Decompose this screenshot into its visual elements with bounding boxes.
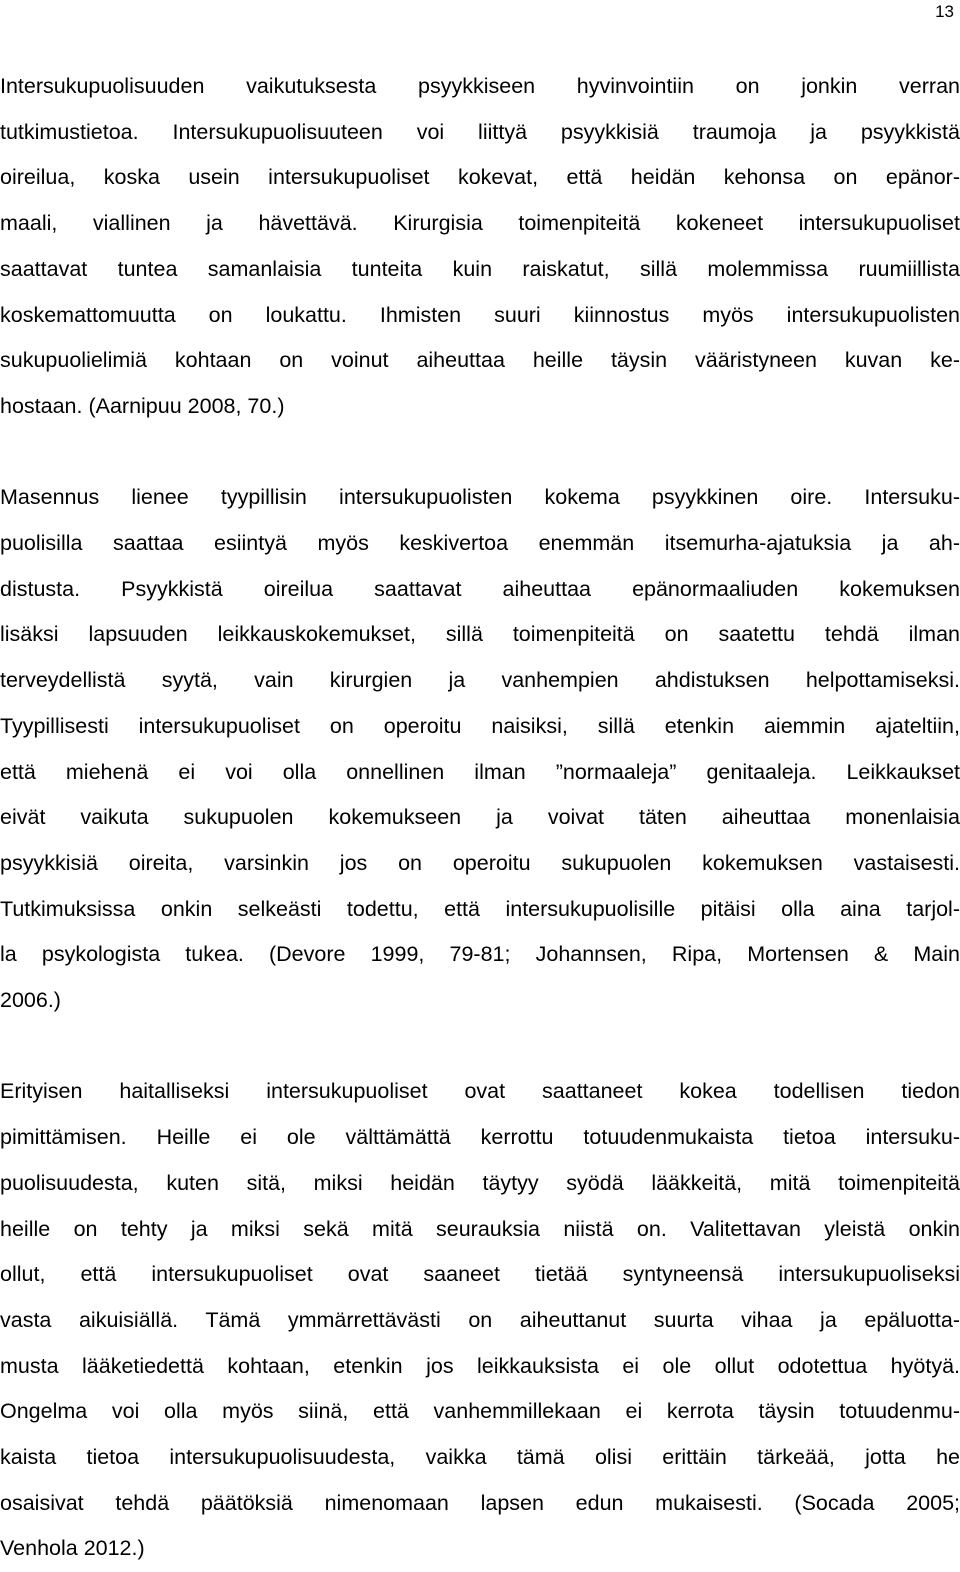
text-line: vasta aikuisiällä. Tämä ymmärrettävästi on aiheuttanut suurta vihaa ja epäluotta-	[0, 1307, 960, 1332]
text-line: musta lääketiedettä kohtaan, etenkin jos leikkauksista ei ole ollut odotettua hyötyä.	[0, 1353, 960, 1378]
text-line: hostaan. (Aarnipuu 2008, 70.)	[0, 393, 285, 418]
text-line: Ongelma voi olla myös siinä, että vanhemmillekaan ei kerrota täysin totuudenmu-	[0, 1399, 960, 1424]
text-line: 2006.)	[0, 988, 61, 1013]
text-line: osaisivat tehdä päätöksiä nimenomaan lapsen edun mukaisesti. (Socada 2005;	[0, 1490, 960, 1515]
text-line: saattavat tuntea samanlaisia tunteita kuin raiskatut, sillä molemmissa ruumiillista	[0, 256, 960, 281]
text-line: Masennus lienee tyypillisin intersukupuolisten kokema psyykkinen oire. Intersuku-	[0, 485, 960, 510]
text-line: Venhola 2012.)	[0, 1536, 145, 1561]
text-line: lisäksi lapsuuden leikkauskokemukset, sillä toimenpiteitä on saatettu tehdä ilman	[0, 622, 960, 647]
text-line: puolisilla saattaa esiintyä myös keskivertoa enemmän itsemurha-ajatuksia ja ah-	[0, 531, 960, 556]
text-line: Intersukupuolisuuden vaikutuksesta psyykkiseen hyvinvointiin on jonkin verran	[0, 74, 960, 98]
text-line: pimittämisen. Heille ei ole välttämättä kerrottu totuudenmukaista tietoa intersuku-	[0, 1125, 960, 1150]
text-line: maali, viallinen ja hävettävä. Kirurgisia toimenpiteitä kokeneet intersukupuoliset	[0, 211, 960, 236]
text-line: kaista tietoa intersukupuolisuudesta, vaikka tämä olisi erittäin tärkeää, jotta he	[0, 1445, 960, 1470]
document-body	[0, 64, 960, 1572]
text-line: sukupuolielimiä kohtaan on voinut aiheuttaa heille täysin vääristyneen kuvan ke-	[0, 348, 960, 373]
text-line: koskemattomuutta on loukattu. Ihmisten suuri kiinnostus myös intersukupuolisten	[0, 302, 960, 327]
text-line: heille on tehty ja miksi sekä mitä seurauksia niistä on. Valitettavan yleistä onkin	[0, 1216, 960, 1241]
text-line: Tutkimuksissa onkin selkeästi todettu, että intersukupuolisille pitäisi olla aina tarjol-	[0, 896, 960, 921]
paragraph-2	[0, 475, 960, 1023]
text-line: oireilua, koska usein intersukupuoliset kokevat, että heidän kehonsa on epänor-	[0, 165, 960, 190]
text-line: la psykologista tukea. (Devore 1999, 79-81; Johannsen, Ripa, Mortensen & Main	[0, 942, 960, 967]
text-line: terveydellistä syytä, vain kirurgien ja vanhempien ahdistuksen helpottamiseksi.	[0, 668, 960, 693]
text-line: tutkimustietoa. Intersukupuolisuuteen voi liittyä psyykkisiä traumoja ja psyykkistä	[0, 119, 960, 144]
paragraph-3	[0, 1069, 960, 1572]
paragraph-spacer	[0, 1024, 960, 1070]
page-number: 13	[935, 2, 954, 21]
text-line: Erityisen haitalliseksi intersukupuoliset ovat saattaneet kokea todellisen tiedon	[0, 1079, 960, 1104]
text-line: puolisuudesta, kuten sitä, miksi heidän täytyy syödä lääkkeitä, mitä toimenpiteitä	[0, 1170, 960, 1195]
text-line: distusta. Psyykkistä oireilua saattavat aiheuttaa epänormaaliuden kokemuksen	[0, 576, 960, 601]
text-line: psyykkisiä oireita, varsinkin jos on operoitu sukupuolen kokemuksen vastaisesti.	[0, 850, 960, 875]
text-line: että miehenä ei voi olla onnellinen ilman ”normaaleja” genitaaleja. Leikkaukset	[0, 759, 960, 784]
text-line: eivät vaikuta sukupuolen kokemukseen ja voivat täten aiheuttaa monenlaisia	[0, 805, 960, 830]
paragraph-spacer	[0, 430, 960, 476]
text-line: ollut, että intersukupuoliset ovat saaneet tietää syntyneensä intersukupuoliseksi	[0, 1262, 960, 1287]
paragraph-1	[0, 64, 960, 430]
text-line: Tyypillisesti intersukupuoliset on operoitu naisiksi, sillä etenkin aiemmin ajateltiin,	[0, 713, 960, 738]
